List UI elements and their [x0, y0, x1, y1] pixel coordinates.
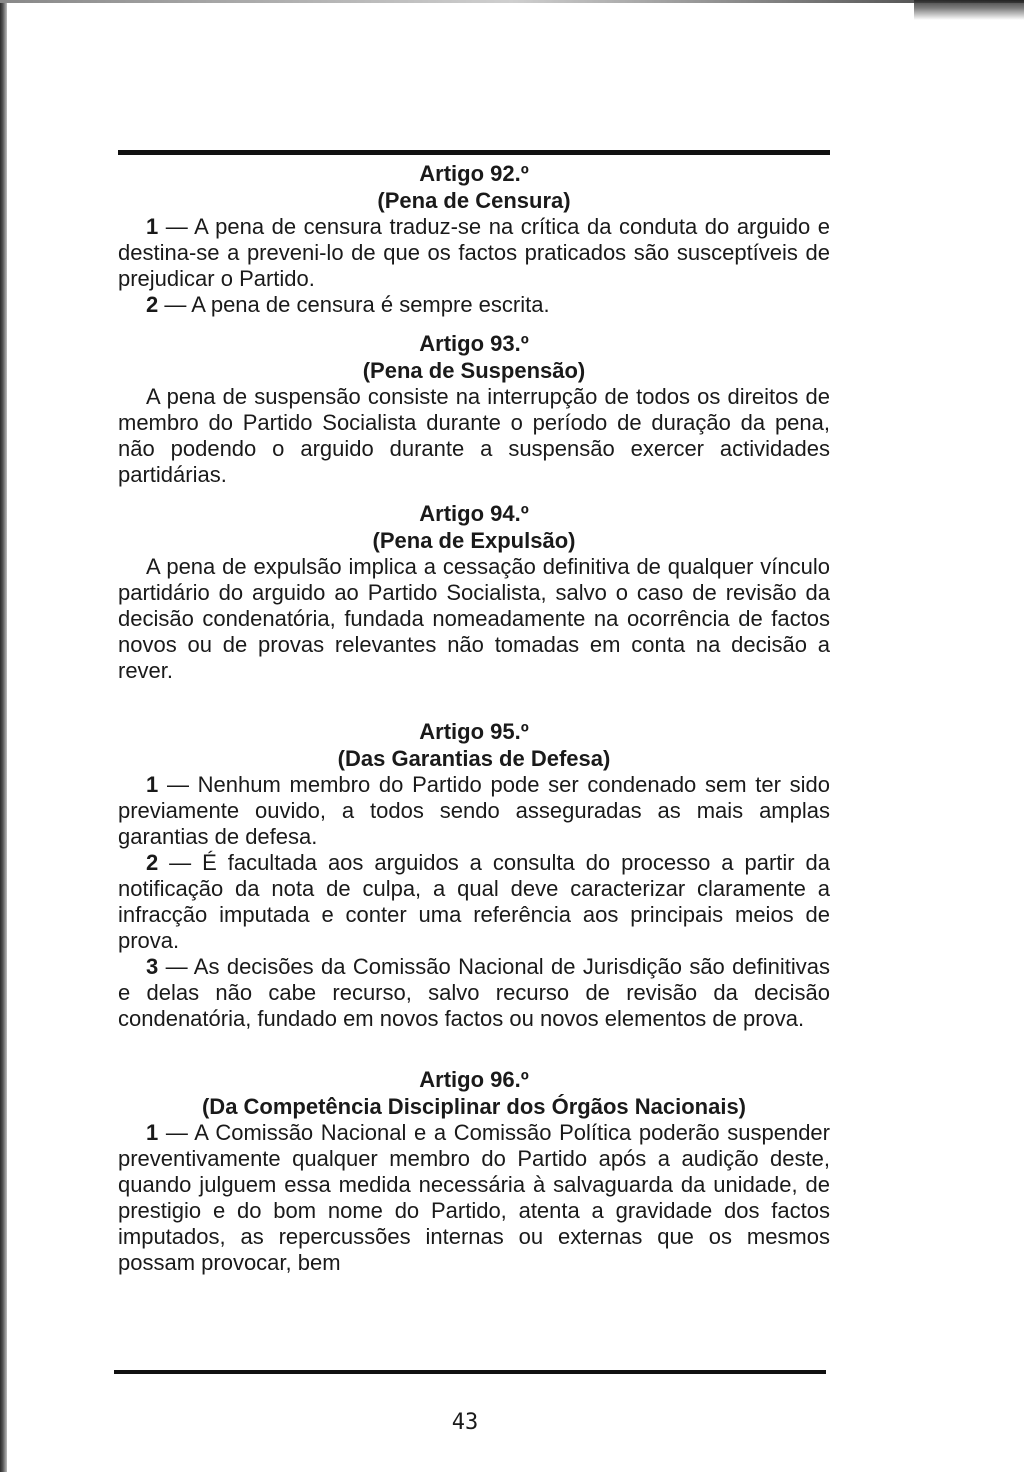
paragraph-number: 1 [146, 1120, 159, 1145]
paragraph-number: 2 [146, 292, 159, 317]
article-title: (Da Competência Disciplinar dos Órgãos Nacionais) [201, 1094, 747, 1119]
article-title: (Pena de Suspensão) [362, 358, 586, 383]
paragraph-text: — As decisões da Comissão Nacional de Jurisdição são definitivas e delas não cabe recurso, salvo recurso de revisão da decisão condenatória, fundado em novos factos ou novos elementos de prova. [118, 954, 830, 1031]
article-number: Artigo 94.º [419, 501, 529, 526]
paragraph [118, 214, 830, 292]
paragraph-number: 2 [146, 850, 159, 875]
paragraph [118, 1120, 830, 1276]
page-content [118, 160, 830, 1288]
paragraph [118, 772, 830, 850]
article-94 [118, 500, 830, 684]
paragraph-number: 1 [146, 214, 159, 239]
article-number: Artigo 96.º [419, 1067, 529, 1092]
paragraph-text: — É facultada aos arguidos a consulta do processo a partir da notificação da nota de culpa, a qual deve caracterizar claramente a infracção imputada e conter uma referência aos principais meios de prova. [118, 850, 830, 953]
scan-top-edge [0, 0, 1024, 3]
paragraph [118, 384, 830, 488]
article-title: (Pena de Censura) [377, 188, 571, 213]
paragraph [118, 954, 830, 1032]
article-96 [118, 1066, 830, 1276]
paragraph-number: 1 [146, 772, 159, 797]
article-title: (Das Garantias de Defesa) [337, 746, 611, 771]
article-95 [118, 718, 830, 1032]
paragraph-text: — A pena de censura traduz-se na crítica da conduta do arguido e destina-se a preveni-lo de que os factos praticados são susceptíveis de prejudicar o Partido. [118, 214, 830, 291]
paragraph-text: — Nenhum membro do Partido pode ser condenado sem ter sido previamente ouvido, a todos sendo asseguradas as mais amplas garantias de defesa. [118, 772, 830, 849]
paragraph [118, 554, 830, 684]
paragraph-text: — A Comissão Nacional e a Comissão Política poderão suspender preventivamente qualquer membro do Partido após a audição deste, quando julguem essa medida necessária à salvaguarda da unidade, de prestigio e do bom nome do Partido, atenta a gravidade dos factos imputados, as repercussões internas ou externas que os mesmos possam provocar, bem [118, 1120, 830, 1275]
article-93 [118, 330, 830, 488]
article-number: Artigo 92.º [419, 161, 529, 186]
page-number: 43 [451, 1410, 479, 1435]
top-rule [118, 150, 830, 155]
paragraph [118, 292, 830, 318]
article-number: Artigo 95.º [419, 719, 529, 744]
paragraph-number: 3 [146, 954, 159, 979]
article-92 [118, 160, 830, 318]
paragraph [118, 850, 830, 954]
article-number: Artigo 93.º [419, 331, 529, 356]
bottom-rule [114, 1370, 826, 1374]
scan-corner-shadow [914, 0, 1024, 20]
paragraph-text: A pena de suspensão consiste na interrupção de todos os direitos de membro do Partido Socialista durante o período de duração da pena, não podendo o arguido durante a suspensão exercer actividades partidárias. [118, 384, 830, 487]
scan-left-edge [0, 0, 7, 1472]
article-title: (Pena de Expulsão) [372, 528, 576, 553]
paragraph-text: — A pena de censura é sempre escrita. [158, 292, 550, 317]
paragraph-text: A pena de expulsão implica a cessação definitiva de qualquer vínculo partidário do arguido ao Partido Socialista, salvo o caso de revisão da decisão condenatória, fundada nomeadamente na ocorrência de factos novos ou de provas relevantes não tomadas em conta na decisão a rever. [118, 554, 830, 683]
